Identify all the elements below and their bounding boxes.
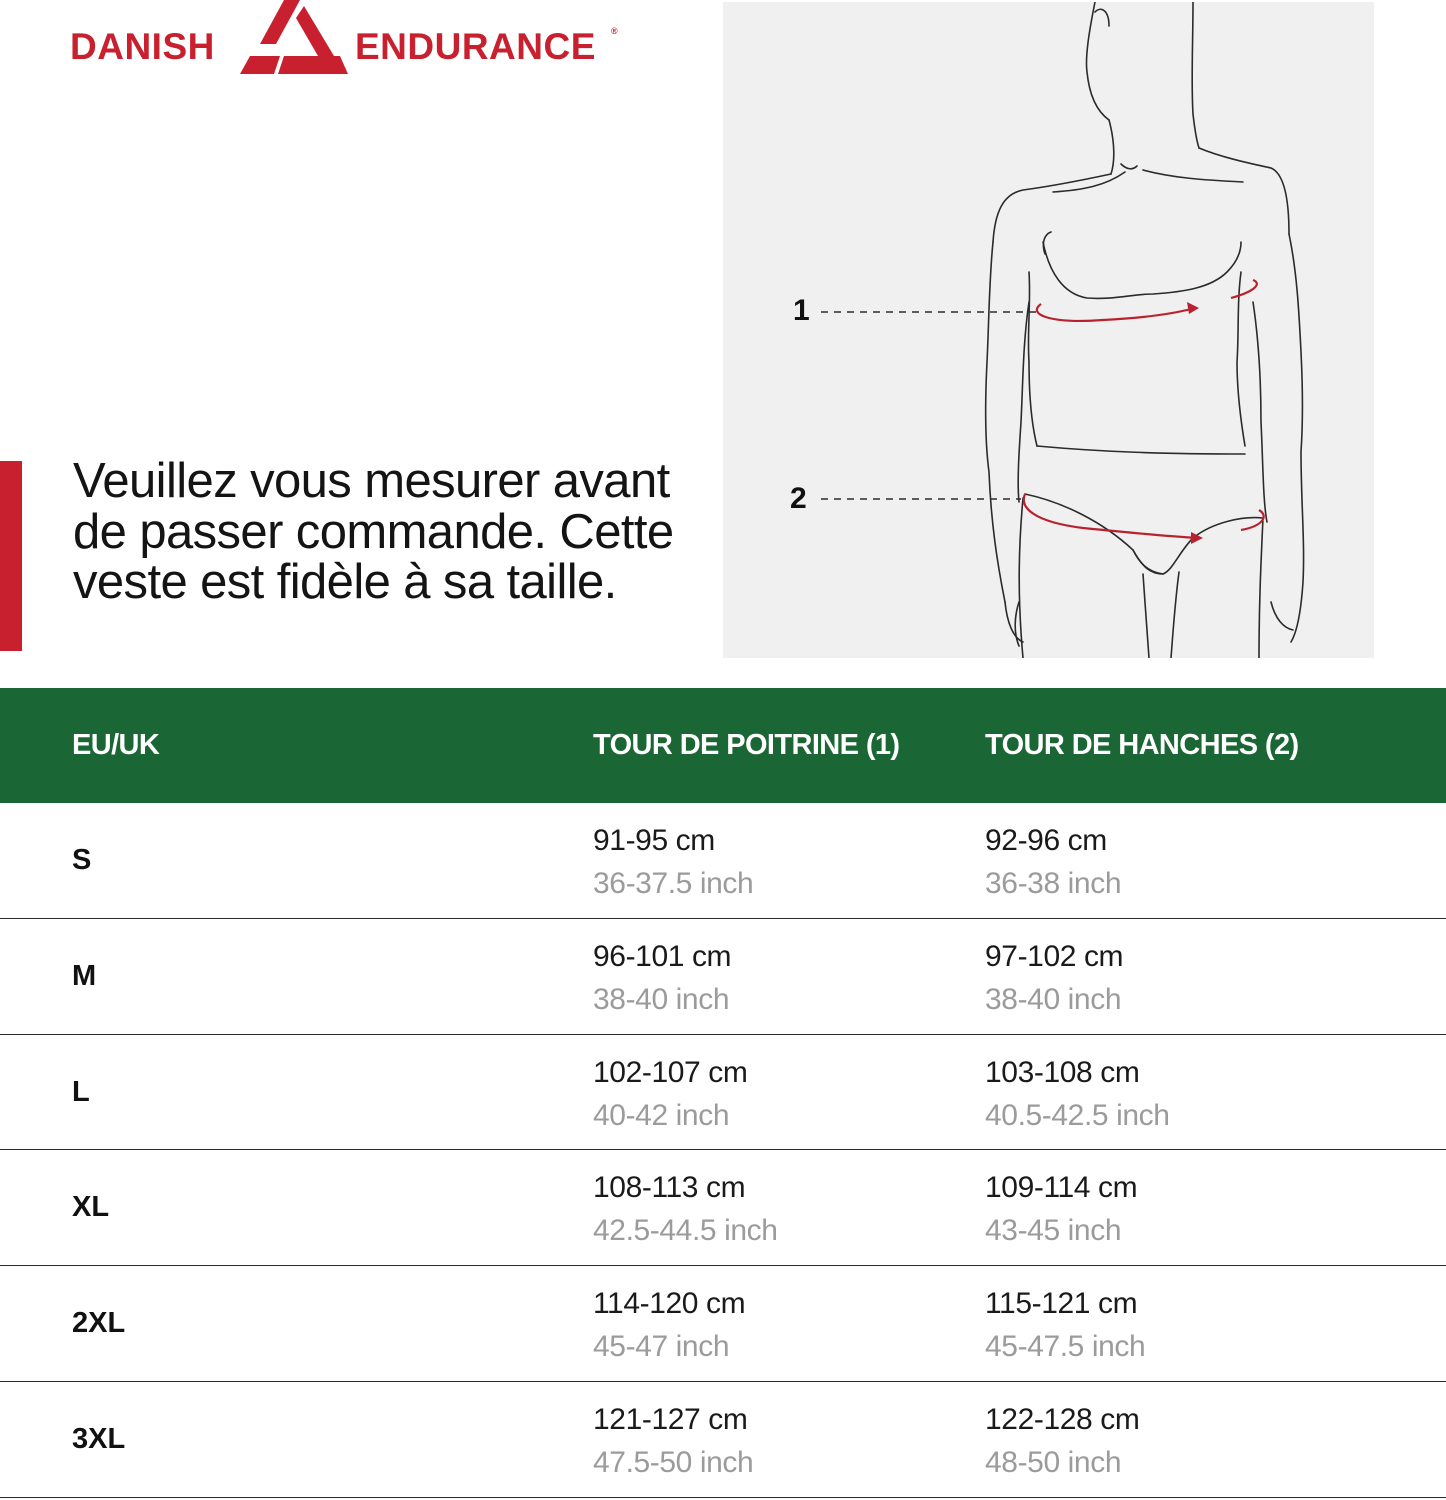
measurement-figure xyxy=(723,2,1374,658)
mountain-logo-icon xyxy=(236,0,348,74)
chest-cell xyxy=(593,1400,753,1486)
hips-cell xyxy=(985,821,1121,907)
hips-cm: 115-121 cm xyxy=(985,1287,1138,1321)
hips-cm: 92-96 cm xyxy=(985,824,1107,857)
hips-inch: 38-40 inch xyxy=(985,982,1122,1016)
table-row xyxy=(0,803,1446,919)
table-row xyxy=(0,1382,1446,1498)
chest-cell xyxy=(593,1284,745,1370)
table-row xyxy=(0,919,1446,1035)
hips-inch: 48-50 inch xyxy=(985,1445,1122,1479)
chest-cell xyxy=(593,1053,747,1139)
table-row xyxy=(0,1266,1446,1382)
marker-2-label: 2 xyxy=(790,482,807,515)
header-size: EU/UK xyxy=(72,729,160,761)
size-label: XL xyxy=(72,1191,110,1224)
hips-inch: 45-47.5 inch xyxy=(985,1330,1146,1364)
chest-inch: 42.5-44.5 inch xyxy=(593,1214,778,1248)
size-table-body xyxy=(0,803,1446,1498)
header-chest: TOUR DE POITRINE (1) xyxy=(593,729,900,761)
hips-cm: 122-128 cm xyxy=(985,1402,1140,1436)
chest-cell xyxy=(593,1168,778,1254)
hips-inch: 36-38 inch xyxy=(985,867,1122,900)
chest-cm: 121-127 cm xyxy=(593,1402,748,1436)
size-label: L xyxy=(72,1075,90,1108)
chest-cm: 102-107 cm xyxy=(593,1055,748,1089)
chest-cm: 114-120 cm xyxy=(593,1287,746,1321)
brand-name-right: ENDURANCE xyxy=(355,26,596,67)
size-label: S xyxy=(72,844,92,876)
hips-inch: 40.5-42.5 inch xyxy=(985,1098,1170,1132)
brand-logo xyxy=(70,0,630,80)
measurement-guides xyxy=(723,2,1374,658)
chest-inch: 36-37.5 inch xyxy=(593,867,754,900)
hips-cell xyxy=(985,1400,1139,1486)
registered-mark: ® xyxy=(611,26,618,36)
chest-inch: 47.5-50 inch xyxy=(593,1445,754,1479)
header-hips: TOUR DE HANCHES (2) xyxy=(985,729,1299,761)
chest-cm: 96-101 cm xyxy=(593,939,732,973)
chest-inch: 40-42 inch xyxy=(593,1098,730,1132)
size-label: M xyxy=(72,959,97,992)
chest-inch: 38-40 inch xyxy=(593,982,730,1016)
chest-cell xyxy=(593,937,731,1023)
chest-inch: 45-47 inch xyxy=(593,1330,730,1364)
hips-cell xyxy=(985,1284,1145,1370)
hips-cell xyxy=(985,1168,1137,1254)
accent-bar xyxy=(0,461,22,651)
table-row xyxy=(0,1035,1446,1151)
size-label: 3XL xyxy=(72,1422,126,1455)
hips-cell xyxy=(985,1053,1170,1139)
hips-inch: 43-45 inch xyxy=(985,1214,1122,1248)
size-label: 2XL xyxy=(72,1307,126,1340)
intro-text: Veuillez vous mesurer avant de passer commande. Cette veste est fidèle à sa taille. xyxy=(73,454,674,609)
chest-cm: 91-95 cm xyxy=(593,824,715,857)
table-row xyxy=(0,1150,1446,1266)
hips-cm: 97-102 cm xyxy=(985,939,1124,973)
chest-cell xyxy=(593,821,753,907)
hips-cm: 103-108 cm xyxy=(985,1055,1140,1089)
hips-cm: 109-114 cm xyxy=(985,1171,1138,1205)
brand-name-left: DANISH xyxy=(70,26,215,67)
size-table-header xyxy=(0,688,1446,803)
marker-1-label: 1 xyxy=(793,294,810,327)
hips-cell xyxy=(985,937,1123,1023)
chest-cm: 108-113 cm xyxy=(593,1171,746,1205)
